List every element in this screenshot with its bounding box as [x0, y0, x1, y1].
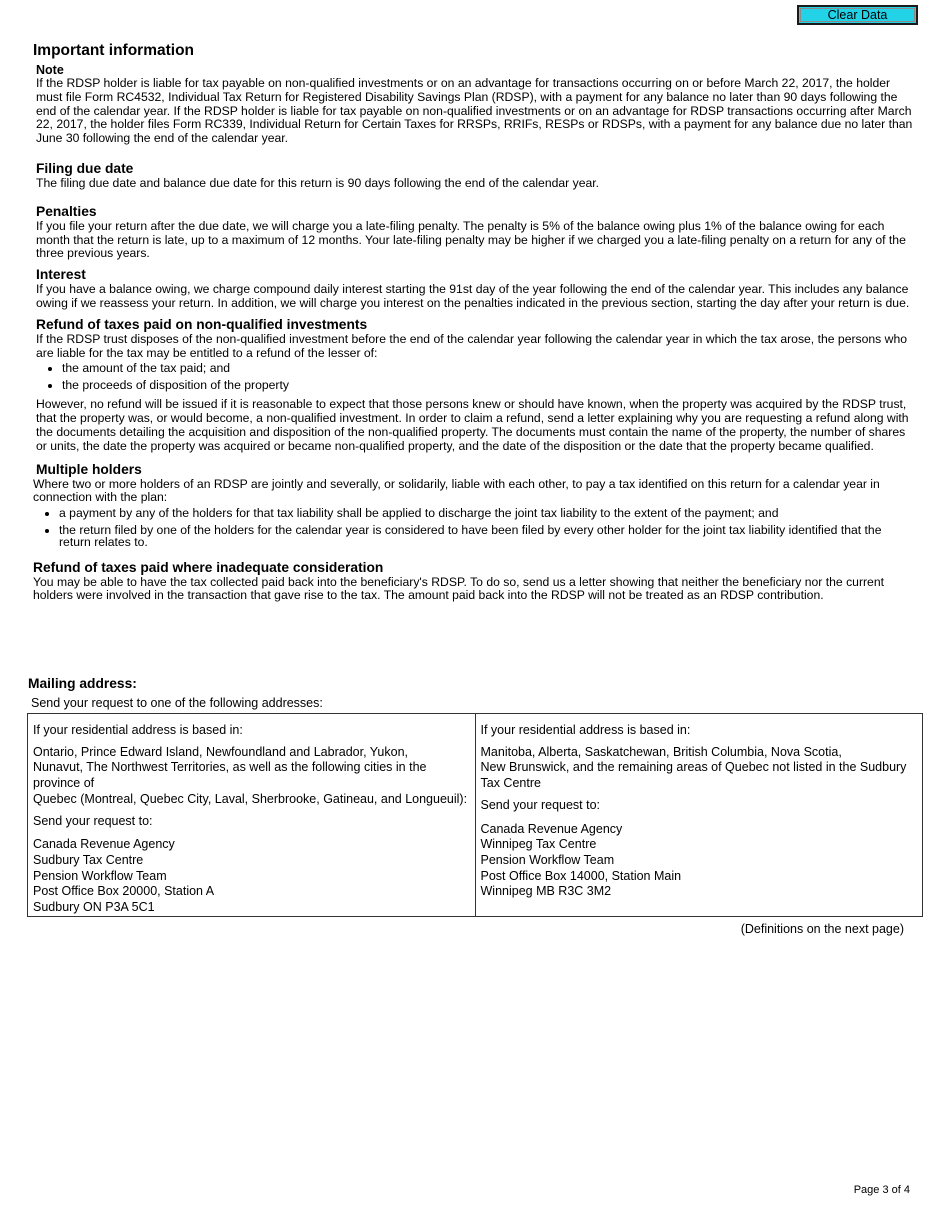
important-info-title: Important information: [33, 42, 195, 59]
region-line: Nunavut, The Northwest Territories, as well as the following cities in the province of: [33, 760, 427, 791]
postal-address: [33, 837, 475, 916]
filing-section: [36, 161, 915, 191]
page-number: Page 3 of 4: [853, 1184, 910, 1196]
address-line: Post Office Box 20000, Station A: [33, 884, 215, 899]
regions-text: [33, 745, 475, 808]
definitions-note: (Definitions on the next page): [740, 922, 904, 936]
address-line: Pension Workflow Team: [480, 852, 615, 867]
region-line: Quebec (Montreal, Quebec City, Laval, Sherbrooke, Gatineau, and Longueuil):: [33, 791, 468, 806]
refund-nq-list: [36, 362, 915, 392]
region-line: Tax Centre: [480, 776, 541, 791]
address-line: Winnipeg Tax Centre: [480, 837, 597, 852]
address-line: Canada Revenue Agency: [33, 837, 175, 852]
region-line: Ontario, Prince Edward Island, Newfoundland and Labrador, Yukon,: [33, 744, 409, 759]
refund-ic-text: You may be able to have the tax collected paid back into the beneficiary's RDSP. To do so, send us a letter showing that neither the beneficiary nor the current holders were involved in the transaction that gave rise to the tax. The amount paid back into the RDSP will not be treated as an RDSP contribution.: [33, 574, 885, 603]
multiple-holders-section: [33, 462, 915, 548]
interest-text: If you have a balance owing, we charge compound daily interest starting the 91st day of the year following the end of the calendar year. This includes any balance owing if we reassess your return. In addition, we will charge you interest on the penalties indicated in the previous section, starting the day after your return is due.: [36, 282, 910, 310]
address-line: Canada Revenue Agency: [480, 821, 623, 836]
send-to-label: Send your request to:: [480, 797, 601, 812]
address-line: Sudbury Tax Centre: [33, 852, 144, 867]
address-line: Pension Workflow Team: [33, 868, 167, 883]
mailing-intro: Send your request to one of the following addresses:: [31, 696, 323, 710]
regions-text: [481, 745, 923, 792]
clear-data-button[interactable]: Clear Data: [797, 5, 918, 25]
note-label: Note: [36, 63, 64, 77]
interest-section: [36, 267, 915, 311]
multiple-heading: Multiple holders: [36, 461, 142, 477]
penalties-heading: Penalties: [36, 203, 97, 219]
based-in-label: If your residential address is based in:: [480, 723, 691, 737]
penalties-section: [36, 204, 915, 261]
filing-heading: Filing due date: [36, 160, 134, 176]
refund-nq-heading: Refund of taxes paid on non-qualified investments: [36, 316, 368, 332]
address-cell-winnipeg: [475, 714, 923, 917]
send-to-label: Send your request to:: [33, 813, 153, 828]
address-line: Post Office Box 14000, Station Main: [480, 868, 682, 883]
multiple-intro: Where two or more holders of an RDSP are jointly and severally, or solidarily, liable with each other, to pay a tax identified on this return for a calendar year in connection with the plan:: [33, 476, 880, 505]
list-item: • the proceeds of disposition of the property: [62, 379, 915, 393]
important-information: [33, 42, 915, 603]
refund-nq-intro: If the RDSP trust disposes of the non-qualified investment before the end of the calendar year following the calendar year in which the tax arose, the persons who are liable for the tax may be entitled to a refund of the lesser of:: [36, 331, 908, 360]
list-item: • the return filed by one of the holders for the calendar year is considered to have been filed by every other holder for the joint tax liability identified that the return relates to.: [59, 524, 915, 548]
note-text: If the RDSP holder is liable for tax payable on non-qualified investments or on an advantage for transactions occurring on or before March 22, 2017, the holder must file Form RC4532, Individual Tax Return for Registered Disability Savings Plan (RDSP), with a payment for any balance no later than 90 days following the end of the calendar year. If the RDSP holder is liable for tax payable on non-qualified investments or on an advantage for RDSP transactions occurring after March 22, 2017, the holder files Form RC339, Individual Return for Certain Taxes for RRSPs, RRIFs, RESPs or RDSPs, with a payment for any balance due no later than June 30 following the end of the calendar year.: [36, 76, 913, 146]
region-line: New Brunswick, and the remaining areas of Quebec not listed in the Sudbury: [480, 760, 907, 775]
refund-nq-text: However, no refund will be issued if it is reasonable to expect that those persons knew or should have known, when the property was acquired by the RDSP trust, that the property was, or would become, a non-qualified investment. In order to claim a refund, send a letter explaining why you are requesting a refund along with the documents detailing the acquisition and disposition of the non-qualified property. The documents must contain the name of the property, the number of shares or units, the date the property was acquired or became non-qualified property, and the date of the disposition or the date that the property became qualified.: [36, 397, 909, 453]
address-line: Winnipeg MB R3C 3M2: [480, 884, 612, 899]
based-in-label: If your residential address is based in:: [33, 723, 243, 737]
list-item: • the amount of the tax paid; and: [62, 362, 915, 376]
mailing-address-table: [27, 713, 923, 917]
address-cell-sudbury: [28, 714, 476, 917]
multiple-list: [33, 507, 915, 547]
refund-ic-section: [33, 560, 915, 604]
refund-nq-section: [36, 317, 915, 454]
penalties-text: If you file your return after the due date, we will charge you a late-filing penalty. The penalty is 5% of the balance owing plus 1% of the balance owing for each month that the return is late, up to a maximum of 12 months. Your late-filing penalty may be higher if we charged you a late-filing penalty on a return for any of the three previous years.: [36, 218, 906, 261]
mailing-title: Mailing address:: [28, 676, 137, 691]
filing-text: The filing due date and balance due date for this return is 90 days following the end of the calendar year.: [36, 175, 600, 190]
refund-ic-heading: Refund of taxes paid where inadequate consideration: [33, 559, 384, 575]
region-line: Manitoba, Alberta, Saskatchewan, British Columbia, Nova Scotia,: [480, 744, 842, 759]
address-line: Sudbury ON P3A 5C1: [33, 900, 155, 915]
interest-heading: Interest: [36, 267, 86, 283]
postal-address: [481, 822, 923, 901]
list-item: • a payment by any of the holders for that tax liability shall be applied to discharge the joint tax liability to the extent of the payment; and: [59, 507, 915, 521]
